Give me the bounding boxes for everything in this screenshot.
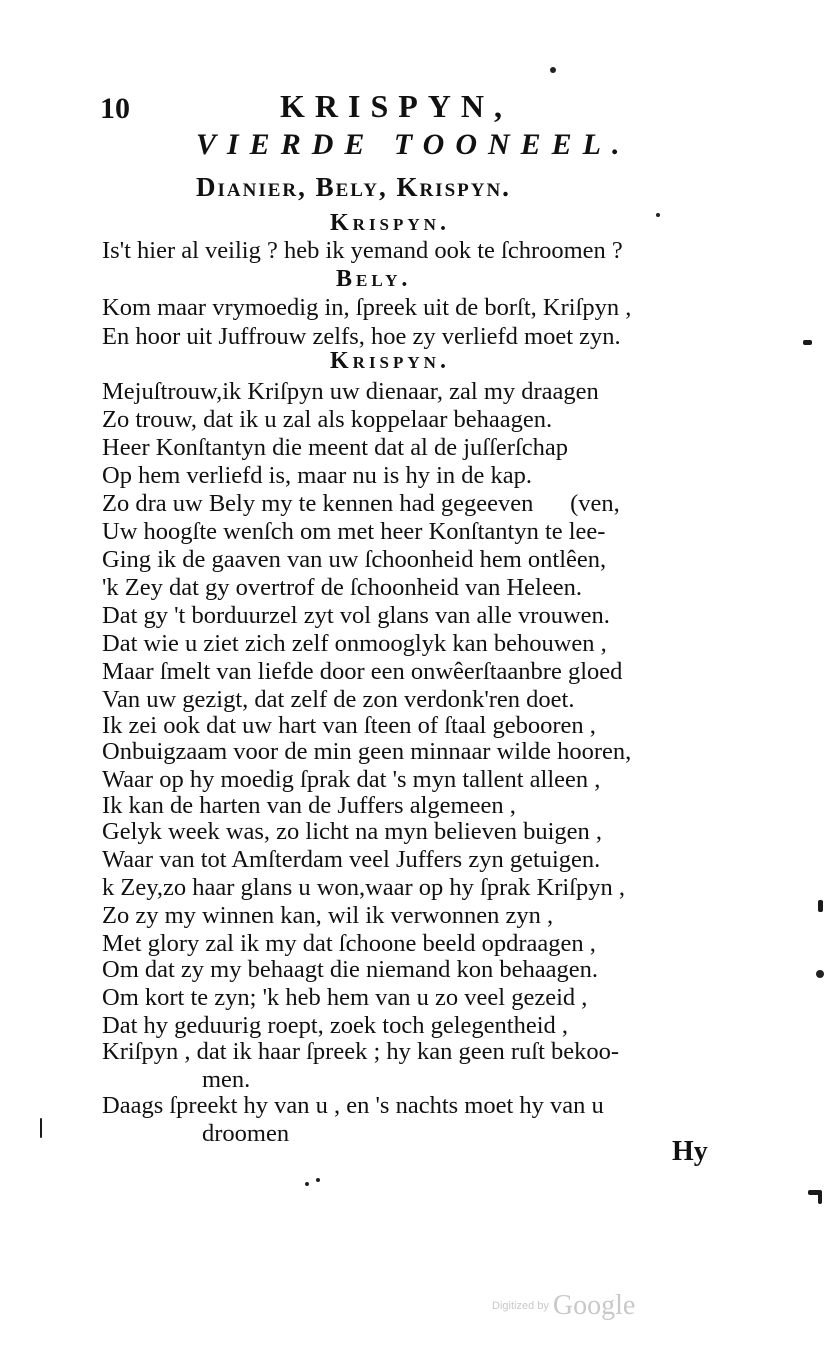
verse-line: Met glory zal ik my dat ſchoone beeld opdraagen , <box>102 930 596 957</box>
verse-line: Om dat zy my behaagt die niemand kon behaagen. <box>102 956 598 983</box>
verse-line: Dat hy geduurig roept, zoek toch gelegentheid , <box>102 1012 569 1039</box>
verse-line: Zo trouw, dat ik u zal als koppelaar behaagen. <box>102 406 553 433</box>
ink-speck <box>816 970 824 978</box>
verse-line: men. <box>202 1066 251 1093</box>
page-number: 10 <box>100 92 130 125</box>
running-head: KRISPYN, <box>280 88 513 124</box>
verse-line: Zo zy my winnen kan, wil ik verwonnen zyn , <box>102 902 554 929</box>
verse-line: Is't hier al veilig ? heb ik yemand ook te ſchroomen ? <box>102 237 623 264</box>
cast-list: Dianier, Bely, Krispyn. <box>196 172 511 202</box>
verse-line: Daags ſpreekt hy van u , en 's nachts moet hy van u <box>102 1092 604 1119</box>
speaker-name: Krispyn. <box>330 210 450 236</box>
verse-line: Om kort te zyn; 'k heb hem van u zo veel gezeid , <box>102 984 588 1011</box>
ink-speck <box>656 213 660 217</box>
verse-line: Zo dra uw Bely my te kennen had gegeeven (ven, <box>102 490 620 517</box>
verse-line: Ik kan de harten van de Juffers algemeen , <box>102 792 516 819</box>
verse-line: Uw hoogſte wenſch om met heer Konſtantyn te lee- <box>102 518 606 545</box>
page-edge-mark <box>803 340 812 345</box>
verse-line: k Zey,zo haar glans u won,waar op hy ſprak Kriſpyn , <box>102 874 625 901</box>
catchword: Hy <box>672 1136 708 1167</box>
digitized-watermark <box>492 1290 635 1322</box>
page-edge-mark <box>818 900 823 912</box>
ink-speck <box>305 1182 309 1186</box>
speaker-name: Krispyn. <box>330 348 450 374</box>
verse-line: Van uw gezigt, dat zelf de zon verdonk'ren doet. <box>102 686 575 713</box>
verse-line: Gelyk week was, zo licht na myn believen buigen , <box>102 818 603 845</box>
verse-line: Dat gy 't borduurzel zyt vol glans van alle vrouwen. <box>102 602 610 629</box>
page-edge-mark <box>818 1190 822 1204</box>
verse-line: Heer Konſtantyn die meent dat al de juſſerſchap <box>102 434 569 461</box>
verse-line: droomen <box>202 1120 290 1147</box>
speaker-name: Bely. <box>336 266 412 292</box>
verse-line: Ging ik de gaaven van uw ſchoonheid hem ontlêen, <box>102 546 607 573</box>
verse-line: Mejuſtrouw,ik Kriſpyn uw dienaar, zal my draagen <box>102 378 599 405</box>
verse-line: Waar van tot Amſterdam veel Juffers zyn getuigen. <box>102 846 601 873</box>
verse-line: Kom maar vrymoedig in, ſpreek uit de borſt, Kriſpyn , <box>102 294 632 321</box>
verse-line: Ik zei ook dat uw hart van ſteen of ſtaal gebooren , <box>102 712 596 739</box>
ink-speck <box>316 1178 320 1182</box>
verse-line: 'k Zey dat gy overtrof de ſchoonheid van Heleen. <box>102 574 582 601</box>
ink-speck <box>550 67 556 73</box>
verse-line: Waar op hy moedig ſprak dat 's myn tallent alleen , <box>102 766 601 793</box>
verse-line: En hoor uit Juffrouw zelfs, hoe zy verliefd moet zyn. <box>102 323 621 350</box>
watermark-logo-text: Google <box>552 1290 636 1321</box>
verse-line: Op hem verliefd is, maar nu is hy in de kap. <box>102 462 533 489</box>
verse-line: Maar ſmelt van liefde door een onwêerſtaanbre gloed <box>102 658 623 685</box>
scene-title: VIERDE TOONEEL. <box>196 128 631 161</box>
verse-line: Onbuigzaam voor de min geen minnaar wilde hooren, <box>102 738 632 765</box>
page-edge-mark <box>40 1118 42 1138</box>
verse-line: Kriſpyn , dat ik haar ſpreek ; hy kan geen ruſt bekoo- <box>102 1038 620 1065</box>
watermark-small-text: Digitized by <box>492 1300 549 1312</box>
verse-line: Dat wie u ziet zich zelf onmooglyk kan behouwen , <box>102 630 607 657</box>
